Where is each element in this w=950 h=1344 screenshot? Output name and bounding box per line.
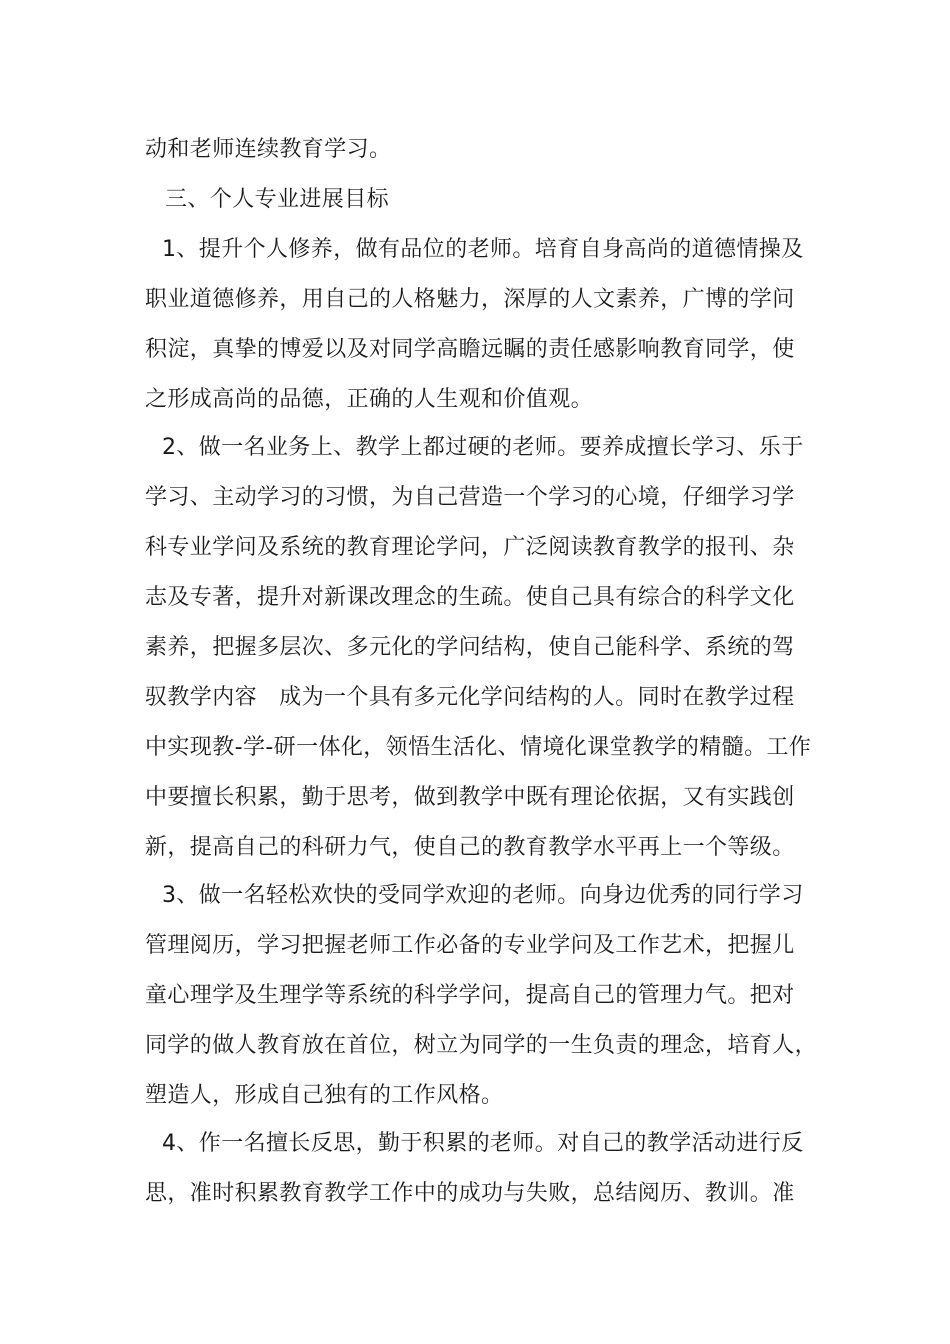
text-line: 3、做一名轻松欢快的受同学欢迎的老师。向身边优秀的同行学习 [162, 883, 804, 908]
text-line: 1、提升个人修养，做有品位的老师。培育自身高尚的道德情操及 [162, 237, 804, 262]
text-line: 思，准时积累教育教学工作中的成功与失败，总结阅历、教训。准 [145, 1181, 795, 1206]
text-line: 学习、主动学习的习惯，为自己营造一个学习的心境，仔细学习学 [145, 485, 795, 510]
text-line: 科专业学问及系统的教育理论学问，广泛阅读教育教学的报刊、杂 [145, 535, 795, 560]
text-line: 之形成高尚的品德，正确的人生观和价值观。 [145, 387, 594, 412]
text-line: 驭教学内容 成为一个具有多元化学问结构的人。同时在教学过程 [145, 685, 795, 710]
text-line: 志及专著，提升对新课改理念的生疏。使自己具有综合的科学文化 [145, 585, 795, 610]
text-line: 同学的做人教育放在首位，树立为同学的一生负责的理念，培育人， [145, 1033, 818, 1058]
text-line: 动和老师连续教育学习。 [145, 137, 392, 162]
text-line: 中要擅长积累，勤于思考，做到教学中既有理论依据，又有实践创 [145, 785, 795, 810]
text-line: 新，提高自己的科研力气，使自己的教育教学水平再上一个等级。 [145, 835, 795, 860]
text-line: 职业道德修养，用自己的人格魅力，深厚的人文素养，广博的学问 [145, 287, 795, 312]
text-line: 中实现教-学-研一体化，领悟生活化、情境化课堂教学的精髓。工作 [145, 735, 812, 760]
text-line: 积淀，真挚的博爱以及对同学高瞻远瞩的责任感影响教育同学，使 [145, 337, 795, 362]
section-heading: 三、个人专业进展目标 [165, 187, 390, 212]
text-line: 塑造人，形成自己独有的工作风格。 [145, 1083, 504, 1108]
text-line: 素养，把握多层次、多元化的学问结构，使自己能科学、系统的驾 [145, 635, 795, 660]
text-line: 4、作一名擅长反思，勤于积累的老师。对自己的教学活动进行反 [162, 1131, 804, 1156]
text-line: 童心理学及生理学等系统的科学学问，提高自己的管理力气。把对 [145, 983, 795, 1008]
text-line: 管理阅历，学习把握老师工作必备的专业学问及工作艺术，把握儿 [145, 933, 795, 958]
text-line: 2、做一名业务上、教学上都过硬的老师。要养成擅长学习、乐于 [162, 435, 804, 460]
